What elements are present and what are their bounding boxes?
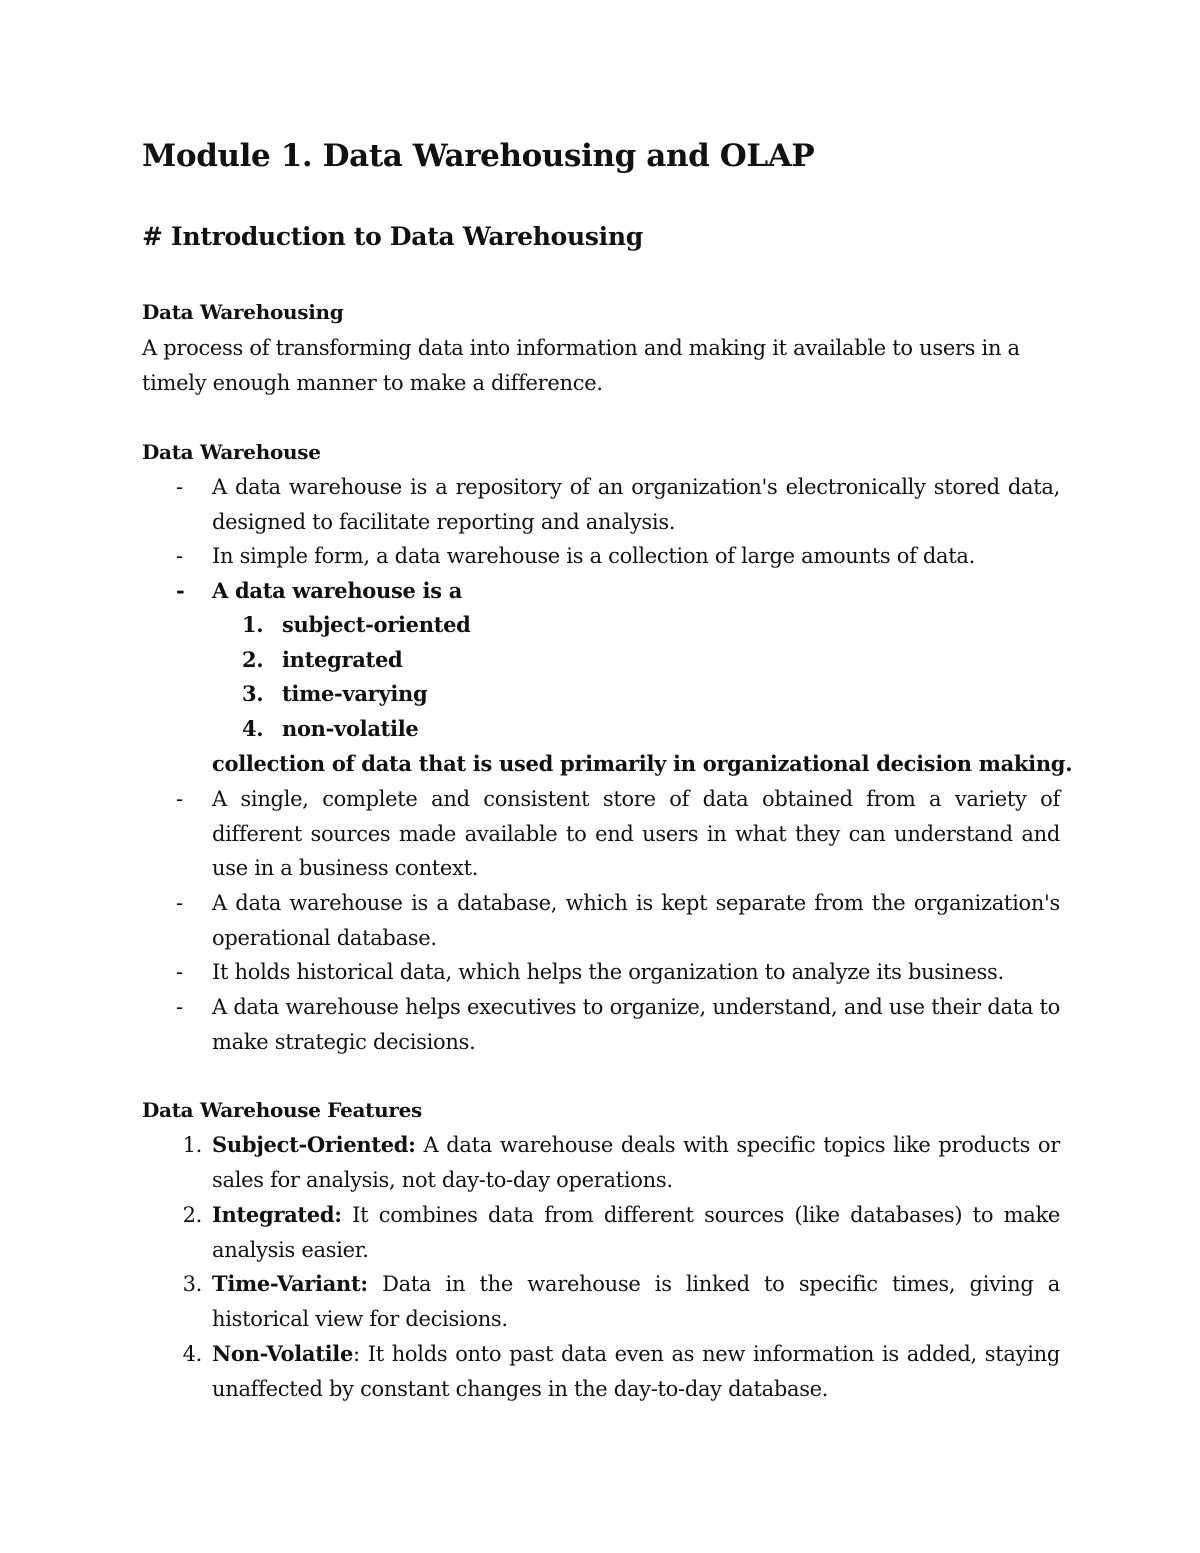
bullet-dash: - (176, 787, 183, 811)
page-title: Module 1. Data Warehousing and OLAP (142, 138, 815, 174)
feature-term: Subject-Oriented: (212, 1132, 416, 1157)
dw-definition: A process of transforming data into information and making it available to users in a timely enough manner to make a difference. (142, 336, 1020, 395)
sublist-number: 1. (242, 612, 264, 637)
dwh-sublist-item (242, 608, 471, 643)
sublist-tail-text: collection of data that is used primarily in organizational decision making. (212, 751, 1073, 776)
feature-term: Non-Volatile (212, 1341, 354, 1366)
bullet-text: It holds historical data, which helps the organization to analyze its business. (212, 960, 1004, 984)
bullet-text: A data warehouse helps executives to organize, understand, and use their data to make strategic decisions. (212, 995, 1060, 1054)
dw-term-heading: Data Warehousing (142, 300, 344, 324)
feature-term: Time-Variant: (212, 1271, 368, 1296)
sublist-label: subject-oriented (282, 612, 471, 637)
feature-text: : It holds onto past data even as new information is added, staying unaffected by constant changes in the day-to-day database. (212, 1342, 1060, 1401)
sublist-number: 4. (242, 716, 264, 741)
features-heading: Data Warehouse Features (142, 1098, 422, 1122)
bullet-dash: - (176, 475, 183, 499)
feature-text: Data in the warehouse is linked to specific times, giving a historical view for decisions. (212, 1272, 1060, 1331)
bullet-text: A data warehouse is a (212, 578, 463, 603)
bullet-dash: - (176, 891, 183, 915)
bullet-dash: - (176, 578, 185, 603)
feature-number: 1. (182, 1133, 202, 1157)
bullet-text: A data warehouse is a repository of an organization's electronically stored data, designed to facilitate reporting and analysis. (212, 475, 1060, 534)
feature-number: 4. (182, 1342, 202, 1366)
dwh-sublist-item (242, 677, 427, 712)
sublist-label: time-varying (282, 681, 428, 706)
feature-text: It combines data from different sources (like databases) to make analysis easier. (212, 1203, 1060, 1262)
sublist-label: integrated (282, 647, 403, 672)
feature-text: A data warehouse deals with specific topics like products or sales for analysis, not day-to-day operations. (212, 1133, 1060, 1192)
bullet-text: In simple form, a data warehouse is a collection of large amounts of data. (212, 544, 976, 568)
dwh-sublist-item (242, 712, 418, 747)
dwh-sublist-item (242, 643, 402, 678)
bullet-dash: - (176, 995, 183, 1019)
section-heading: # Introduction to Data Warehousing (142, 222, 643, 251)
feature-term: Integrated: (212, 1202, 342, 1227)
bullet-dash: - (176, 960, 183, 984)
sublist-number: 2. (242, 647, 264, 672)
feature-number: 3. (182, 1272, 202, 1296)
dwh-heading: Data Warehouse (142, 440, 321, 464)
sublist-label: non-volatile (282, 716, 419, 741)
bullet-text: A data warehouse is a database, which is kept separate from the organization's operational database. (212, 891, 1060, 950)
sublist-number: 3. (242, 681, 264, 706)
bullet-dash: - (176, 544, 183, 568)
feature-number: 2. (182, 1203, 202, 1227)
bullet-text: A single, complete and consistent store of data obtained from a variety of different sources made available to end users in what they can understand and use in a business context. (212, 787, 1060, 881)
